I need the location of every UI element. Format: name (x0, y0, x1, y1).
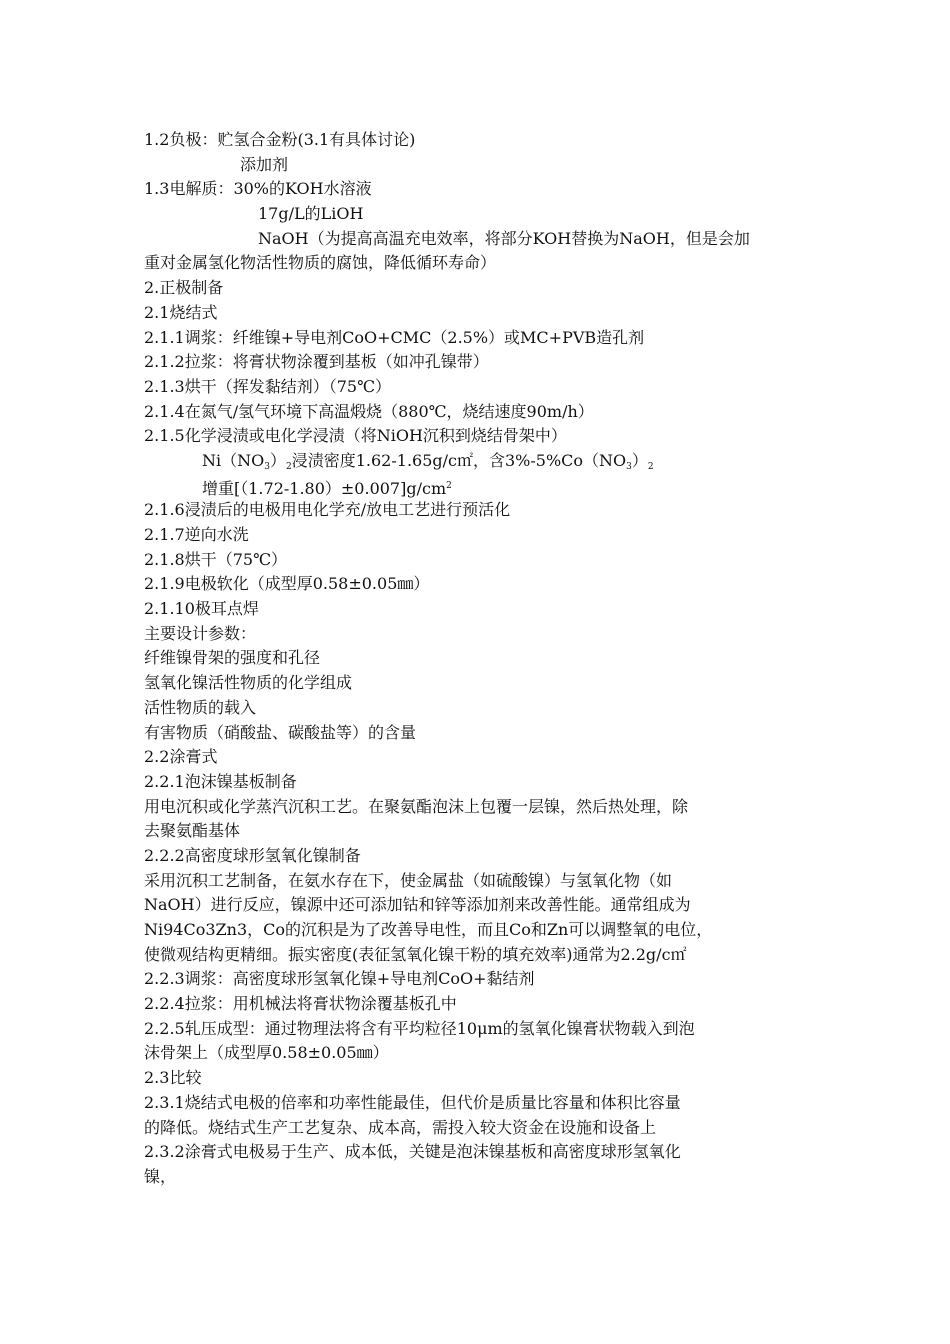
formula-text: 增重[（1.72-1.80）±0.007]g/cm (202, 478, 447, 498)
text-line: 氢氧化镍活性物质的化学组成 (144, 673, 353, 693)
text-line: 2.1.1调浆：纤维镍+导电剂CoO+CMC（2.5%）或MC+PVB造孔剂 (144, 327, 645, 347)
section-heading: 2.3比较 (144, 1068, 202, 1088)
formula-line (144, 449, 814, 474)
text-line: 活性物质的载入 (144, 697, 257, 717)
text-line: 纤维镍骨架的强度和孔径 (144, 648, 321, 668)
text-line: 2.3.1烧结式电极的倍率和功率性能最佳，但代价是质量比容量和体积比容量 (144, 1092, 681, 1112)
section-heading: 2.1烧结式 (144, 302, 218, 322)
text-line: 用电沉积或化学蒸汽沉积工艺。在聚氨酯泡沫上包覆一层镍，然后热处理，除 (144, 796, 689, 816)
text-line: 1.3电解质：30%的KOH水溶液 (144, 179, 372, 199)
text-line: 去聚氨酯基体 (144, 821, 241, 841)
subscript: 2 (286, 461, 292, 472)
text-line: 2.1.7逆向水洗 (144, 525, 249, 544)
text-line: 有害物质（硝酸盐、碳酸盐等）的含量 (144, 722, 417, 742)
text-line: 2.1.3烘干（挥发黏结剂）（75℃） (144, 376, 391, 396)
section-heading: 2.正极制备 (144, 278, 224, 298)
text-line: 2.1.9电极软化（成型厚0.58±0.05㎜） (144, 574, 430, 594)
text-line: 重对金属氢化物活性物质的腐蚀，降低循环寿命） (144, 253, 497, 273)
text-line: 2.1.10极耳点焊 (144, 599, 259, 619)
formula-text: 浸渍密度1.62-1.65g/c㎡，含3%-5%Co（NO (291, 450, 627, 470)
text-line: 添加剂 (240, 154, 289, 174)
text-line: 2.1.4在氮气/氢气环境下高温煅烧（880℃，烧结速度90m/h） (144, 401, 594, 421)
formula-text: ） (269, 450, 286, 470)
text-line: NaOH（为提高高温充电效率，将部分KOH替换为NaOH，但是会加 (258, 228, 750, 248)
text-line: 2.2.5轧压成型：通过物理法将含有平均粒径10μm的氢氧化镍膏状物载入到泡 (144, 1018, 695, 1038)
text-line: 采用沉积工艺制备，在氨水存在下，使金属盐（如硫酸镍）与氢氧化物（如 (144, 870, 673, 890)
subscript: 2 (647, 461, 654, 472)
text-line: 沫骨架上（成型厚0.58±0.05㎜） (144, 1043, 389, 1063)
text-line: Ni94Co3Zn3，Co的沉积是为了改善导电性，而且Co和Zn可以调整氧的电位， (144, 920, 713, 939)
text-line: 17g/L的LiOH (258, 204, 364, 224)
document-body (144, 128, 814, 1190)
formula-text: Ni（NO (202, 450, 265, 470)
formula-line (144, 474, 814, 499)
text-line: 2.2.4拉浆：用机械法将膏状物涂覆基板孔中 (144, 994, 457, 1014)
section-heading: 2.2涂膏式 (144, 747, 218, 767)
text-line: 2.3.2涂膏式电极易于生产、成本低，关键是泡沫镍基板和高密度球形氢氧化 (144, 1142, 681, 1162)
text-line: 的降低。烧结式生产工艺复杂、成本高，需投入较大资金在设施和设备上 (144, 1117, 657, 1137)
subscript: 3 (626, 461, 632, 472)
text-line: 2.2.1泡沫镍基板制备 (144, 771, 297, 791)
text-line: 2.1.8烘干（75℃） (144, 549, 287, 569)
text-line: 2.2.2高密度球形氢氧化镍制备 (144, 845, 361, 865)
text-line: 使微观结构更精细。振实密度(表征氢氧化镍干粉的填充效率)通常为2.2g/c㎡ (144, 944, 687, 964)
text-line: 2.1.6浸渍后的电极用电化学充/放电工艺进行预活化 (144, 500, 511, 520)
subscript: 3 (264, 461, 270, 472)
text-line: 2.1.5化学浸渍或电化学浸渍（将NiOH沉积到烧结骨架中） (144, 426, 567, 446)
superscript: 2 (446, 480, 452, 491)
text-line: 2.2.3调浆：高密度球形氢氧化镍+导电剂CoO+黏结剂 (144, 969, 535, 989)
text-line: 镍， (144, 1166, 177, 1186)
text-line: 主要设计参数： (144, 623, 257, 643)
formula-text: ） (631, 450, 648, 470)
text-line: 1.2负极：贮氢合金粉(3.1有具体讨论) (144, 130, 416, 149)
text-line: NaOH）进行反应，镍源中还可添加钴和锌等添加剂来改善性能。通常组成为 (144, 895, 691, 915)
text-line: 2.1.2拉浆：将膏状物涂覆到基板（如冲孔镍带） (144, 352, 489, 372)
